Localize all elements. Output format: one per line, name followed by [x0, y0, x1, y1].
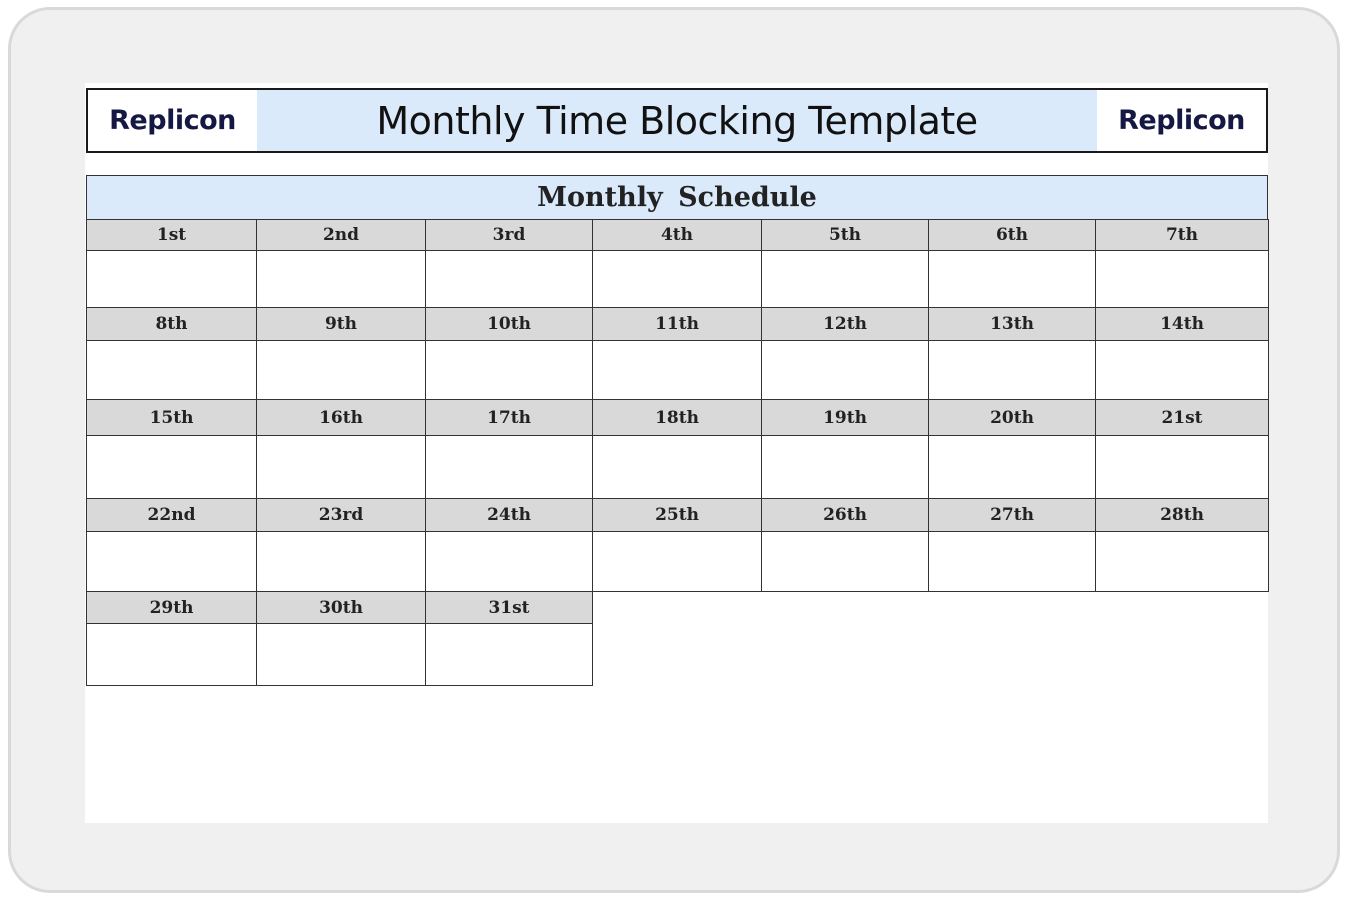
- day-entry-area[interactable]: [929, 251, 1095, 307]
- day-label: 7th: [1096, 220, 1268, 251]
- day-cell[interactable]: [592, 307, 762, 400]
- day-cell[interactable]: [592, 399, 762, 499]
- day-cell[interactable]: [1095, 399, 1269, 499]
- day-label: 1st: [87, 220, 256, 251]
- day-cell[interactable]: [761, 399, 929, 499]
- day-label: 25th: [593, 499, 761, 532]
- template-header: [86, 88, 1268, 153]
- replicon-logo-left: Replicon: [109, 105, 236, 136]
- day-label: 21st: [1096, 400, 1268, 436]
- day-label: 14th: [1096, 308, 1268, 341]
- day-entry-area[interactable]: [257, 251, 425, 307]
- day-label: 26th: [762, 499, 928, 532]
- day-entry-area[interactable]: [1096, 341, 1268, 399]
- day-entry-area[interactable]: [762, 436, 928, 498]
- day-label: 10th: [426, 308, 592, 341]
- day-label: 9th: [257, 308, 425, 341]
- day-entry-area[interactable]: [762, 251, 928, 307]
- day-entry-area[interactable]: [87, 341, 256, 399]
- day-cell[interactable]: [425, 399, 593, 499]
- day-cell[interactable]: [928, 498, 1096, 592]
- day-entry-area[interactable]: [593, 341, 761, 399]
- day-entry-area[interactable]: [929, 532, 1095, 591]
- page-title: Monthly Time Blocking Template: [257, 90, 1097, 151]
- day-entry-area[interactable]: [762, 532, 928, 591]
- day-entry-area[interactable]: [87, 436, 256, 498]
- day-entry-area[interactable]: [257, 436, 425, 498]
- day-label: 3rd: [426, 220, 592, 251]
- day-entry-area[interactable]: [257, 532, 425, 591]
- day-entry-area[interactable]: [426, 436, 592, 498]
- day-label: 24th: [426, 499, 592, 532]
- day-cell[interactable]: [256, 399, 426, 499]
- day-label: 6th: [929, 220, 1095, 251]
- day-cell[interactable]: [86, 498, 257, 592]
- day-cell[interactable]: [592, 219, 762, 308]
- day-cell[interactable]: [928, 399, 1096, 499]
- day-entry-area[interactable]: [257, 624, 425, 685]
- day-cell[interactable]: [928, 219, 1096, 308]
- day-label: 27th: [929, 499, 1095, 532]
- day-entry-area[interactable]: [1096, 251, 1268, 307]
- day-label: 4th: [593, 220, 761, 251]
- day-entry-area[interactable]: [87, 532, 256, 591]
- day-label: 11th: [593, 308, 761, 341]
- day-entry-area[interactable]: [762, 341, 928, 399]
- day-entry-area[interactable]: [426, 532, 592, 591]
- day-cell[interactable]: [928, 307, 1096, 400]
- day-cell[interactable]: [1095, 498, 1269, 592]
- day-cell[interactable]: [1095, 307, 1269, 400]
- day-cell[interactable]: [86, 307, 257, 400]
- schedule-title: Monthly Schedule: [86, 175, 1268, 220]
- day-cell[interactable]: [256, 219, 426, 308]
- day-cell[interactable]: [761, 219, 929, 308]
- day-entry-area[interactable]: [426, 341, 592, 399]
- day-label: 28th: [1096, 499, 1268, 532]
- day-label: 8th: [87, 308, 256, 341]
- day-label: 5th: [762, 220, 928, 251]
- day-cell[interactable]: [761, 307, 929, 400]
- day-cell[interactable]: [592, 498, 762, 592]
- replicon-logo-right: Replicon: [1118, 105, 1245, 136]
- day-cell[interactable]: [86, 219, 257, 308]
- day-label: 31st: [426, 592, 592, 624]
- day-entry-area[interactable]: [593, 436, 761, 498]
- day-entry-area[interactable]: [593, 251, 761, 307]
- day-label: 30th: [257, 592, 425, 624]
- day-cell[interactable]: [256, 307, 426, 400]
- day-entry-area[interactable]: [426, 624, 592, 685]
- day-label: 29th: [87, 592, 256, 624]
- day-entry-area[interactable]: [929, 341, 1095, 399]
- day-entry-area[interactable]: [426, 251, 592, 307]
- day-cell[interactable]: [425, 219, 593, 308]
- day-label: 19th: [762, 400, 928, 436]
- day-cell[interactable]: [425, 307, 593, 400]
- day-cell[interactable]: [1095, 219, 1269, 308]
- day-cell[interactable]: [256, 498, 426, 592]
- day-entry-area[interactable]: [593, 532, 761, 591]
- day-cell[interactable]: [761, 498, 929, 592]
- day-label: 2nd: [257, 220, 425, 251]
- day-cell[interactable]: [425, 591, 593, 686]
- day-entry-area[interactable]: [87, 624, 256, 685]
- day-cell[interactable]: [256, 591, 426, 686]
- day-label: 16th: [257, 400, 425, 436]
- day-label: 15th: [87, 400, 256, 436]
- day-label: 20th: [929, 400, 1095, 436]
- day-entry-area[interactable]: [929, 436, 1095, 498]
- day-cell[interactable]: [86, 591, 257, 686]
- day-entry-area[interactable]: [87, 251, 256, 307]
- day-label: 23rd: [257, 499, 425, 532]
- day-cell[interactable]: [425, 498, 593, 592]
- day-label: 12th: [762, 308, 928, 341]
- day-cell[interactable]: [86, 399, 257, 499]
- day-label: 18th: [593, 400, 761, 436]
- monthly-schedule: [86, 175, 1268, 687]
- day-label: 17th: [426, 400, 592, 436]
- day-entry-area[interactable]: [257, 341, 425, 399]
- day-label: 13th: [929, 308, 1095, 341]
- day-label: 22nd: [87, 499, 256, 532]
- day-entry-area[interactable]: [1096, 532, 1268, 591]
- day-entry-area[interactable]: [1096, 436, 1268, 498]
